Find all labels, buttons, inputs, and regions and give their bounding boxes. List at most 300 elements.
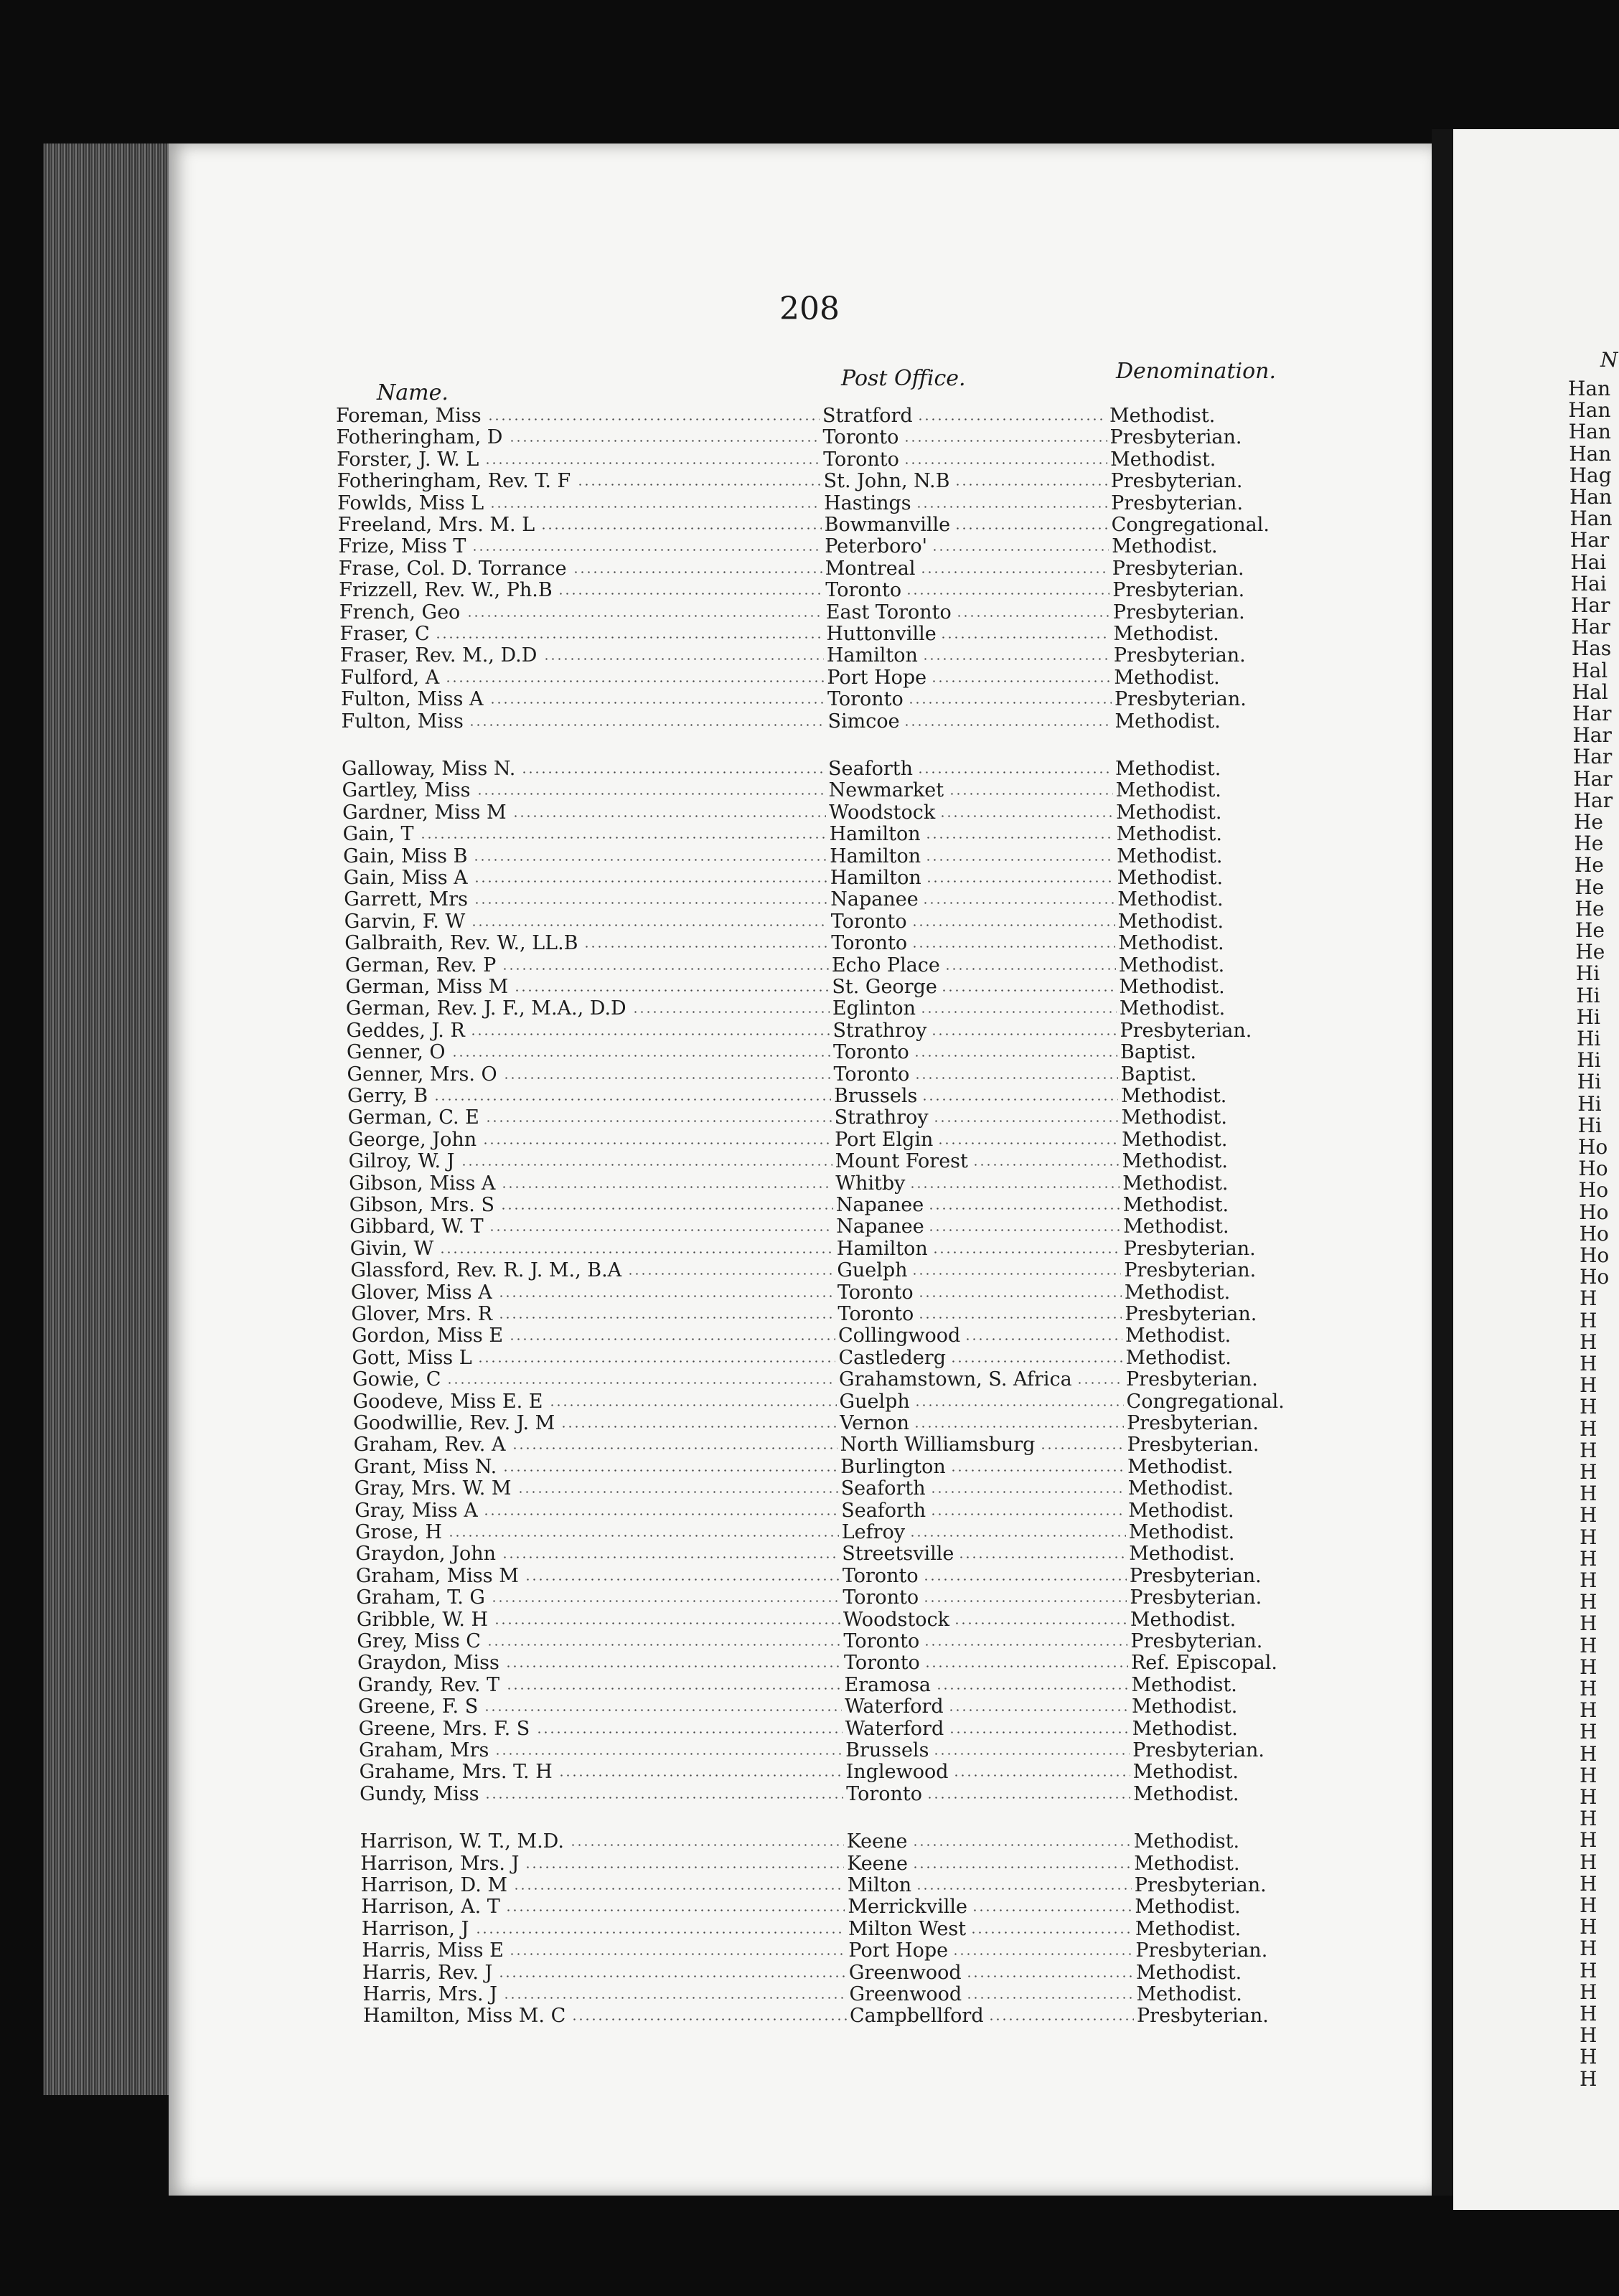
entry-post-office: Woodstock	[829, 801, 936, 824]
entry-post-office: Toronto	[846, 1782, 922, 1805]
entry-name: Gray, Mrs. W. M	[354, 1477, 512, 1500]
facing-page-row: H	[1580, 1763, 1597, 1787]
book-page-edges	[43, 144, 187, 2095]
facing-page-row: H	[1580, 1373, 1597, 1398]
entry-name: Genner, Mrs. O	[347, 1063, 497, 1086]
dot-leader	[512, 1447, 837, 1449]
dot-leader	[949, 1731, 1130, 1733]
entry-denomination: Presbyterian.	[1130, 1586, 1262, 1609]
entry-name: Glover, Mrs. R	[351, 1303, 493, 1325]
entry-denomination: Methodist.	[1117, 867, 1224, 889]
dot-leader	[909, 1186, 1120, 1188]
entry-name: Gartley, Miss	[342, 779, 471, 802]
entry-denomination: Methodist.	[1116, 823, 1222, 846]
entry-row	[347, 1042, 1306, 1063]
entry-row	[354, 1457, 1306, 1478]
dot-leader	[909, 1535, 1126, 1537]
dot-leader	[933, 1753, 1130, 1755]
entry-name: Gerry, B	[347, 1085, 428, 1107]
entry-name: Freeland, Mrs. M. L	[337, 514, 535, 536]
dot-leader	[627, 1273, 834, 1275]
facing-page-row: H	[1580, 1828, 1597, 1853]
dot-leader	[509, 440, 820, 442]
entry-post-office: Waterford	[845, 1717, 944, 1740]
entry-denomination: Presbyterian.	[1111, 491, 1244, 514]
entry-name: Galloway, Miss N.	[342, 758, 516, 780]
entry-name: Fulton, Miss A	[340, 688, 484, 711]
entry-row	[341, 711, 1306, 733]
entry-post-office: Hamilton	[826, 644, 918, 667]
entry-post-office: Castlederg	[838, 1346, 946, 1369]
dot-leader	[477, 793, 826, 795]
entry-row	[351, 1282, 1306, 1304]
facing-page-row: Ho	[1580, 1243, 1610, 1267]
entry-name: Harrison, Mrs. J	[360, 1852, 520, 1875]
facing-page-row: Har	[1571, 593, 1610, 617]
entry-row	[337, 427, 1306, 448]
dot-leader	[925, 859, 1114, 861]
entry-denomination: Methodist.	[1115, 758, 1221, 780]
dot-leader	[954, 527, 1109, 530]
facing-page-row: Han	[1569, 441, 1612, 466]
dot-leader	[952, 1953, 1132, 1955]
entry-name: Fulford, A	[340, 666, 440, 689]
facing-page-row: H	[1580, 1655, 1597, 1679]
entry-row	[340, 667, 1306, 689]
dot-leader	[525, 1866, 844, 1868]
facing-page-row: H	[1580, 1807, 1597, 1831]
entry-denomination: Methodist.	[1119, 976, 1225, 998]
entry-post-office: St. George	[832, 976, 937, 998]
dot-leader	[923, 1600, 1127, 1602]
facing-page-row: Har	[1572, 723, 1612, 748]
entry-denomination: Methodist.	[1131, 1673, 1237, 1696]
dot-leader	[932, 1251, 1121, 1253]
dot-leader	[924, 1665, 1128, 1667]
entry-row	[357, 1652, 1306, 1674]
facing-page-row: He	[1574, 832, 1604, 856]
dot-leader	[965, 1338, 1122, 1340]
dot-leader	[583, 946, 828, 948]
entry-row	[349, 1195, 1306, 1216]
entry-name: Frize, Miss T	[338, 535, 466, 558]
entry-denomination: Presbyterian.	[1114, 688, 1247, 711]
entry-denomination: Methodist.	[1134, 1852, 1240, 1875]
entry-name: French, Geo	[339, 601, 461, 624]
entry-post-office: Huttonville	[826, 623, 937, 645]
entry-denomination: Methodist.	[1110, 448, 1216, 471]
entry-denomination: Methodist.	[1121, 1085, 1227, 1107]
dot-leader	[506, 1688, 842, 1690]
entry-post-office: Streetsville	[842, 1543, 954, 1566]
facing-page-row: H	[1580, 1546, 1597, 1571]
entry-post-office: Toronto	[831, 932, 908, 955]
dot-leader	[484, 1709, 842, 1711]
facing-page-row: He	[1575, 896, 1605, 921]
entry-name: Fotheringham, D	[336, 426, 503, 449]
entry-name: Gundy, Miss	[360, 1782, 479, 1805]
entry-name: Gain, Miss A	[343, 867, 468, 889]
facing-page-row: H	[1580, 1482, 1597, 1506]
dot-leader	[930, 1491, 1125, 1493]
entry-post-office: Montreal	[825, 557, 916, 580]
dot-leader	[924, 1644, 1127, 1646]
entry-name: Gibbard, W. T	[349, 1215, 484, 1238]
entry-denomination: Methodist.	[1121, 1106, 1227, 1129]
entry-row	[339, 580, 1306, 601]
entry-row	[342, 780, 1306, 801]
facing-page-row: Ho	[1578, 1135, 1608, 1159]
dot-leader	[435, 636, 823, 639]
entry-name: Harrison, A. T	[361, 1896, 500, 1919]
entry-name: Graham, Rev. A	[353, 1434, 506, 1457]
dot-leader	[500, 1208, 833, 1210]
entry-name: Gray, Miss A	[355, 1499, 478, 1522]
entry-name: Gibson, Mrs. S	[349, 1194, 494, 1216]
facing-page-row: H	[1580, 1698, 1597, 1723]
dot-leader	[908, 702, 1112, 704]
entry-post-office: Eglinton	[832, 997, 916, 1020]
entry-denomination: Methodist.	[1112, 535, 1218, 558]
entry-post-office: Toronto	[837, 1303, 914, 1325]
header-post-office: Post Office.	[841, 366, 966, 391]
entry-row	[353, 1413, 1306, 1434]
entry-name: Fraser, Rev. M., D.D	[339, 644, 538, 667]
entry-row	[362, 1940, 1306, 1962]
dot-leader	[925, 837, 1114, 839]
dot-leader	[503, 1997, 846, 1999]
entry-name: German, Miss M	[345, 976, 509, 998]
dot-leader	[477, 1360, 835, 1363]
dot-leader	[473, 859, 827, 861]
dot-leader	[543, 658, 824, 660]
dot-leader	[439, 1251, 834, 1253]
entry-post-office: Keene	[847, 1852, 909, 1875]
entry-post-office: Eramosa	[844, 1673, 931, 1696]
dot-leader	[632, 1011, 830, 1013]
dot-leader	[521, 771, 825, 773]
dot-leader	[536, 1731, 843, 1733]
entry-name: German, C. E	[347, 1106, 479, 1129]
entry-name: Genner, O	[346, 1041, 446, 1064]
entry-name: Frizzell, Rev. W., Ph.B	[339, 579, 553, 602]
dot-leader	[509, 1338, 835, 1340]
dot-leader	[918, 1295, 1122, 1297]
dot-leader	[489, 506, 821, 508]
dot-leader	[491, 1600, 840, 1602]
dot-leader	[505, 1665, 841, 1667]
facing-page-row: H	[1580, 1308, 1597, 1332]
entry-row	[350, 1238, 1306, 1260]
facing-page-row: Han	[1568, 377, 1611, 400]
facing-page-row: H	[1580, 1568, 1597, 1592]
entry-post-office: Strathroy	[832, 1019, 927, 1042]
facing-page-row: He	[1575, 875, 1605, 899]
dot-leader	[1076, 1382, 1123, 1384]
entry-post-office: Woodstock	[843, 1608, 950, 1631]
entry-post-office: Port Elgin	[835, 1128, 934, 1151]
facing-page-row: H	[1580, 1720, 1597, 1744]
facing-page-row: Har	[1573, 766, 1613, 791]
entry-post-office: Vernon	[840, 1412, 910, 1434]
entry-post-office: Napanee	[830, 888, 919, 911]
dot-leader	[953, 1774, 1130, 1777]
entry-post-office: Milton West	[848, 1917, 967, 1940]
entry-post-office: Waterford	[845, 1695, 944, 1718]
dot-leader	[558, 1774, 843, 1777]
page-number: 208	[779, 291, 840, 327]
facing-page-row: H	[1580, 1937, 1597, 1961]
entry-post-office: Hamilton	[829, 823, 921, 846]
facing-page-row: H	[1580, 1438, 1597, 1462]
entry-row	[361, 1875, 1306, 1896]
dot-leader	[906, 593, 1109, 595]
entry-row	[362, 1962, 1306, 1984]
entry-name: Grahame, Mrs. T. H	[359, 1761, 553, 1784]
facing-page-row: Han	[1568, 398, 1611, 423]
entry-row	[340, 645, 1306, 667]
entry-name: Foreman, Miss	[336, 405, 482, 427]
entry-post-office: Napanee	[836, 1215, 924, 1238]
entry-name: Grandy, Rev. T	[357, 1673, 500, 1696]
dot-leader	[469, 724, 825, 726]
facing-page-row: H	[1580, 1612, 1597, 1636]
facing-page-row: H	[1580, 2066, 1597, 2091]
entry-name: Galbraith, Rev. W., LL.B	[344, 932, 578, 955]
entry-post-office: Napanee	[835, 1194, 924, 1216]
dot-leader	[571, 2018, 847, 2020]
entry-post-office: Echo Place	[831, 954, 940, 977]
facing-page-row: Har	[1572, 702, 1612, 725]
entry-row	[363, 2005, 1306, 2027]
dot-leader	[949, 793, 1113, 795]
entry-post-office: Toronto	[825, 579, 902, 602]
entry-denomination: Congregational.	[1111, 514, 1270, 536]
entry-post-office: Bowmanville	[824, 514, 951, 536]
entry-name: Gott, Miss L	[352, 1346, 472, 1369]
dot-leader	[484, 1797, 843, 1799]
entry-post-office: Newmarket	[828, 779, 944, 802]
entry-name: German, Rev. J. F., M.A., D.D	[345, 997, 627, 1020]
dot-leader	[931, 680, 1111, 682]
facing-page-row: H	[1580, 1460, 1597, 1484]
entry-denomination: Methodist.	[1128, 1521, 1235, 1543]
facing-page-row: H	[1580, 1850, 1597, 1874]
dot-leader	[466, 615, 823, 617]
entry-name: Geddes, J. R	[346, 1019, 465, 1042]
facing-page-row: Ho	[1579, 1221, 1609, 1246]
entry-post-office: Seaforth	[840, 1477, 926, 1500]
entry-name: Glover, Miss A	[350, 1281, 492, 1304]
entry-denomination: Methodist.	[1113, 623, 1219, 645]
dot-leader	[928, 1208, 1120, 1210]
dot-leader	[920, 571, 1109, 573]
dot-leader	[502, 1556, 839, 1558]
entry-post-office: Toronto	[827, 688, 904, 711]
entry-row	[339, 558, 1306, 580]
entry-row	[359, 1740, 1306, 1761]
entry-denomination: Methodist.	[1114, 666, 1220, 689]
facing-page-row: H	[1580, 1958, 1597, 1982]
dot-leader	[931, 1033, 1117, 1035]
dot-leader	[930, 1513, 1125, 1515]
entry-row	[360, 1831, 1306, 1853]
facing-page-row: H	[1580, 1893, 1597, 1917]
entry-name: Graydon, Miss	[357, 1652, 499, 1675]
entry-post-office: Toronto	[843, 1586, 919, 1609]
entry-name: Gain, T	[342, 823, 414, 846]
entry-post-office: Campbellford	[850, 2005, 984, 2028]
facing-page-row: Ho	[1580, 1265, 1610, 1289]
dot-leader	[941, 989, 1116, 992]
dot-leader	[501, 1186, 832, 1188]
dot-leader	[988, 2018, 1134, 2020]
dot-leader	[904, 440, 1107, 442]
entry-row	[338, 514, 1306, 536]
entry-name: Harris, Miss E	[362, 1939, 504, 1962]
entry-row	[353, 1391, 1306, 1413]
entry-post-office: Port Hope	[827, 666, 927, 689]
entry-row	[352, 1369, 1306, 1391]
facing-page-row: H	[1580, 1286, 1597, 1311]
entry-denomination: Methodist.	[1125, 1346, 1231, 1369]
entry-name: Harrison, J	[361, 1917, 469, 1940]
entry-denomination: Methodist.	[1119, 997, 1226, 1020]
entry-name: Fotheringham, Rev. T. F	[337, 470, 571, 493]
book-gutter	[1432, 129, 1453, 2196]
dot-leader	[502, 1469, 837, 1472]
facing-page-header: N	[1600, 348, 1618, 372]
dot-leader	[916, 506, 1108, 508]
entry-row	[342, 802, 1306, 824]
entry-row	[336, 405, 1306, 427]
entry-name: Gain, Miss B	[343, 844, 468, 867]
entry-denomination: Methodist.	[1125, 1325, 1231, 1347]
entry-post-office: Toronto	[823, 448, 899, 471]
dot-leader	[433, 1098, 831, 1101]
dot-leader	[498, 1317, 835, 1319]
dot-leader	[570, 1844, 844, 1846]
entry-denomination: Presbyterian.	[1127, 1434, 1259, 1457]
entry-name: Grey, Miss C	[357, 1630, 481, 1652]
entry-row	[349, 1216, 1306, 1238]
entry-post-office: Brussels	[845, 1739, 929, 1761]
entry-row	[355, 1522, 1306, 1543]
entry-name: Gribble, W. H	[356, 1608, 489, 1631]
facing-page-row: He	[1575, 940, 1605, 964]
dot-leader	[483, 1513, 838, 1515]
entry-name: Harrison, D. M	[360, 1874, 508, 1896]
dot-leader	[956, 615, 1110, 617]
entry-row	[337, 493, 1306, 514]
dot-leader	[917, 771, 1112, 773]
entry-name: Goodwillie, Rev. J. M	[353, 1412, 555, 1434]
entry-name: Greene, Mrs. F. S	[358, 1717, 530, 1740]
dot-leader	[928, 1229, 1120, 1231]
entry-row	[345, 977, 1306, 998]
entry-row	[346, 998, 1306, 1020]
entry-name: Fulton, Miss	[341, 710, 464, 733]
entry-denomination: Presbyterian.	[1110, 470, 1243, 493]
facing-page-row: H	[1580, 1871, 1597, 1896]
entry-row	[337, 471, 1306, 492]
entry-denomination: Methodist.	[1132, 1717, 1238, 1740]
entry-denomination: Presbyterian.	[1112, 557, 1244, 580]
dot-leader	[917, 418, 1107, 420]
entry-denomination: Methodist.	[1128, 1499, 1234, 1522]
dot-leader	[487, 1644, 840, 1646]
entry-denomination: Presbyterian.	[1135, 1939, 1268, 1962]
facing-page-row: H	[1580, 1330, 1597, 1354]
dot-leader	[475, 1932, 845, 1934]
facing-page-row: H	[1580, 1741, 1597, 1766]
dot-leader	[498, 1975, 846, 1977]
entry-denomination: Methodist.	[1129, 1543, 1235, 1566]
dot-leader	[482, 1142, 832, 1144]
facing-page-row: He	[1574, 810, 1603, 834]
entry-denomination: Methodist.	[1123, 1215, 1229, 1238]
entry-name: German, Rev. P	[344, 954, 497, 977]
dot-leader	[494, 1622, 840, 1624]
entry-denomination: Methodist.	[1130, 1608, 1236, 1631]
dot-leader	[1040, 1447, 1125, 1449]
dot-leader	[954, 1622, 1127, 1624]
entry-name: Harrison, W. T., M.D.	[360, 1830, 564, 1853]
entry-post-office: Merrickville	[848, 1896, 968, 1919]
dot-leader	[940, 636, 1110, 639]
dot-leader	[958, 1556, 1126, 1558]
entry-name: George, John	[348, 1128, 477, 1151]
entry-name: Greene, F. S	[358, 1695, 479, 1718]
entry-name: Graydon, John	[355, 1543, 497, 1566]
facing-page-row: Hi	[1577, 1027, 1601, 1050]
entry-name: Graham, T. G	[356, 1586, 485, 1609]
facing-page-row: H	[1580, 2045, 1597, 2069]
entry-row	[343, 824, 1306, 845]
dot-leader	[494, 1753, 843, 1755]
facing-page-row: H	[1580, 1590, 1597, 1614]
entry-denomination: Methodist.	[1135, 1961, 1242, 1984]
entry-denomination: Methodist.	[1122, 1172, 1229, 1195]
entry-row	[360, 1784, 1306, 1805]
facing-page-row: Has	[1571, 636, 1612, 661]
entry-denomination: Methodist.	[1122, 1150, 1228, 1173]
entry-row	[355, 1500, 1306, 1522]
facing-page-row: Han	[1569, 507, 1613, 531]
dot-leader	[931, 549, 1109, 551]
entry-name: Graham, Mrs	[359, 1739, 489, 1761]
entry-name: Gowie, C	[352, 1368, 441, 1391]
dot-leader	[446, 1382, 836, 1384]
entry-post-office: Collingwood	[837, 1325, 961, 1347]
entry-denomination: Congregational.	[1126, 1390, 1285, 1413]
entry-post-office: Stratford	[822, 405, 913, 427]
dot-leader	[505, 1909, 845, 1911]
dot-leader	[445, 680, 824, 682]
entry-name: Graham, Miss M	[355, 1564, 519, 1587]
facing-page-row: Hi	[1577, 1113, 1602, 1137]
entry-post-office: Mount Forest	[835, 1150, 968, 1173]
entry-row	[339, 624, 1306, 645]
facing-page-row: H	[1580, 2023, 1597, 2048]
dot-leader	[517, 1491, 838, 1493]
dot-leader	[926, 1797, 1130, 1799]
facing-page-row: Hi	[1577, 1091, 1602, 1116]
entry-row	[341, 689, 1306, 710]
dot-leader	[474, 902, 827, 904]
dot-leader	[912, 1866, 1131, 1868]
entry-row	[337, 449, 1306, 471]
